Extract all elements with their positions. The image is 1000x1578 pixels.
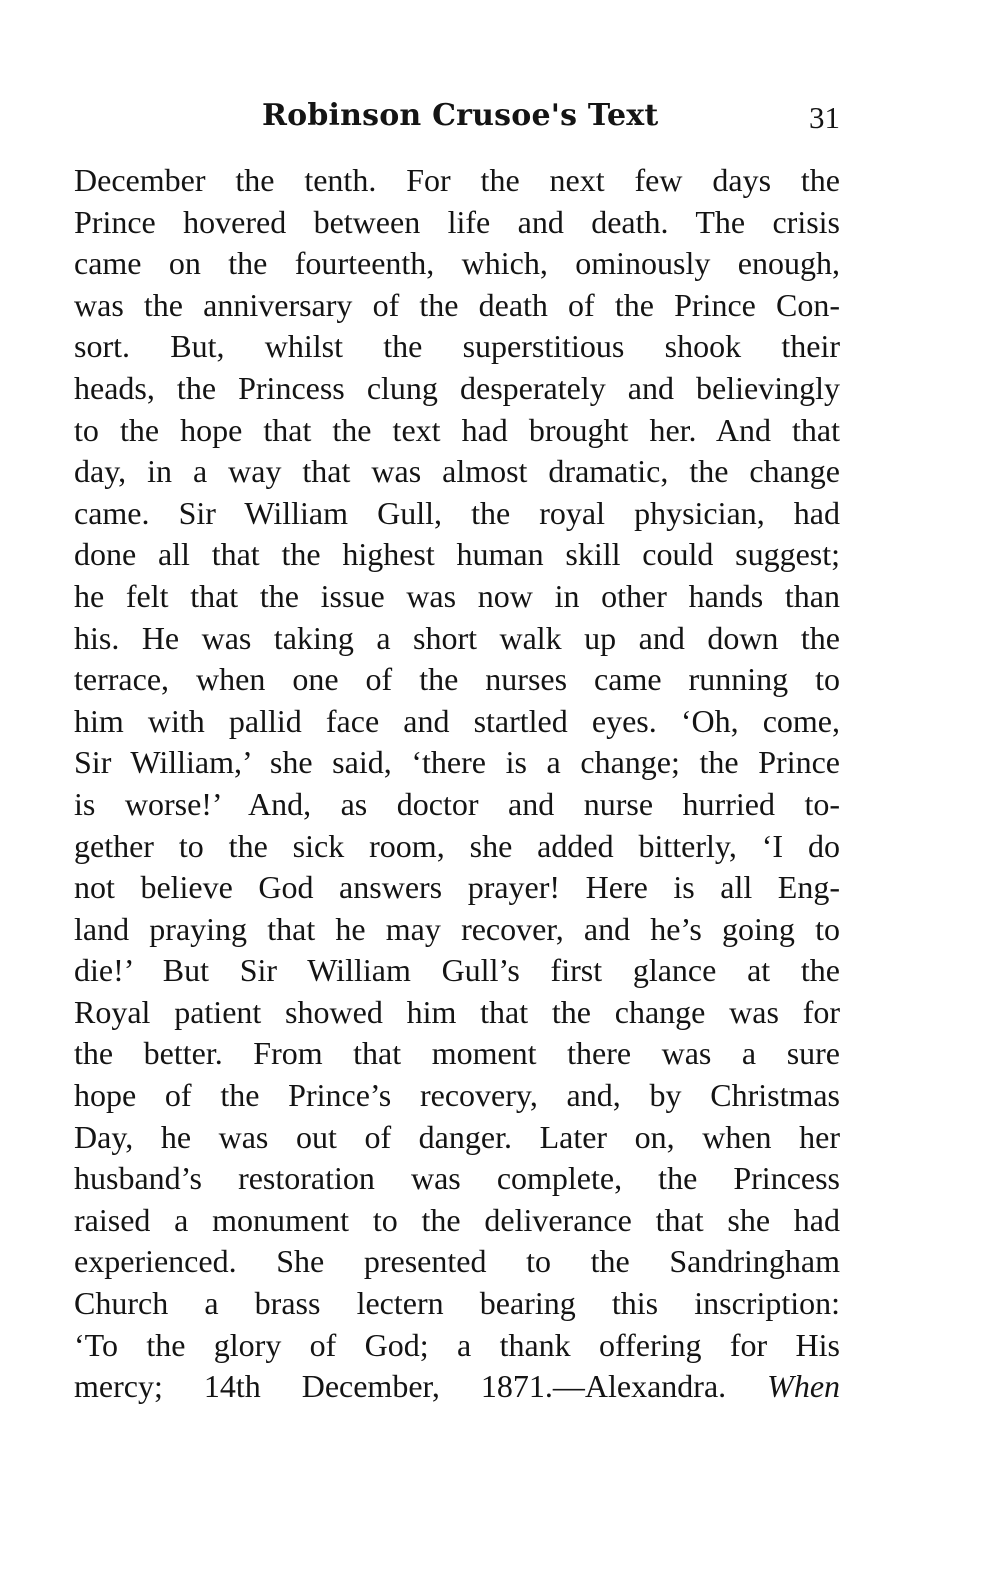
catchword-italic: When	[767, 1368, 841, 1405]
text-line: came. Sir William Gull, the royal physician, had	[74, 494, 840, 531]
text-line: Day, he was out of danger. Later on, when her	[74, 1118, 840, 1155]
text-line: husband’s restoration was complete, the Princess	[74, 1160, 840, 1197]
text-line: came on the fourteenth, which, ominously enough,	[74, 245, 840, 282]
text-line: to the hope that the text had brought her. And that	[74, 411, 840, 448]
running-title: Robinson Crusoe's Text	[262, 98, 659, 133]
text-line: Sir William,’ she said, ‘there is a change; the Prince	[74, 744, 840, 781]
text-line: is worse!’ And, as doctor and nurse hurried to-	[74, 785, 840, 822]
text-line: his. He was taking a short walk up and down the	[74, 619, 840, 656]
text-line: sort. But, whilst the superstitious shook their	[74, 328, 840, 365]
text-line: raised a monument to the deliverance that she had	[74, 1201, 840, 1238]
text-line: was the anniversary of the death of the Prince Con-	[74, 286, 840, 323]
text-line: Royal patient showed him that the change was for	[74, 993, 840, 1030]
text-line: heads, the Princess clung desperately and believingly	[74, 369, 840, 406]
text-line: he felt that the issue was now in other hands than	[74, 577, 840, 614]
text-line: die!’ But Sir William Gull’s first glance at the	[74, 952, 840, 989]
page-number: 31	[809, 100, 840, 135]
text-line: done all that the highest human skill could suggest;	[74, 536, 840, 573]
text-line: day, in a way that was almost dramatic, the change	[74, 453, 840, 490]
text-line: gether to the sick room, she added bitterly, ‘I do	[74, 827, 840, 864]
text-line: land praying that he may recover, and he’s going to	[74, 910, 840, 947]
text-line: terrace, when one of the nurses came running to	[74, 661, 840, 698]
text-line: Prince hovered between life and death. The crisis	[74, 203, 840, 240]
text-line: Church a brass lectern bearing this inscription:	[74, 1285, 840, 1322]
text-line: experienced. She presented to the Sandringham	[74, 1243, 840, 1280]
text-line: the better. From that moment there was a sure	[74, 1035, 840, 1072]
last-line-roman: mercy; 14th December, 1871.—Alexandra.	[74, 1368, 727, 1405]
text-line: ‘To the glory of God; a thank offering for His	[74, 1326, 840, 1363]
text-line: him with pallid face and startled eyes. ‘Oh, come,	[74, 702, 840, 739]
text-line-last	[74, 1366, 840, 1408]
text-line: hope of the Prince’s recovery, and, by Christmas	[74, 1077, 840, 1114]
body-text	[74, 160, 840, 1408]
text-line: not believe God answers prayer! Here is all Eng-	[74, 869, 840, 906]
text-line: December the tenth. For the next few days the	[74, 162, 840, 198]
